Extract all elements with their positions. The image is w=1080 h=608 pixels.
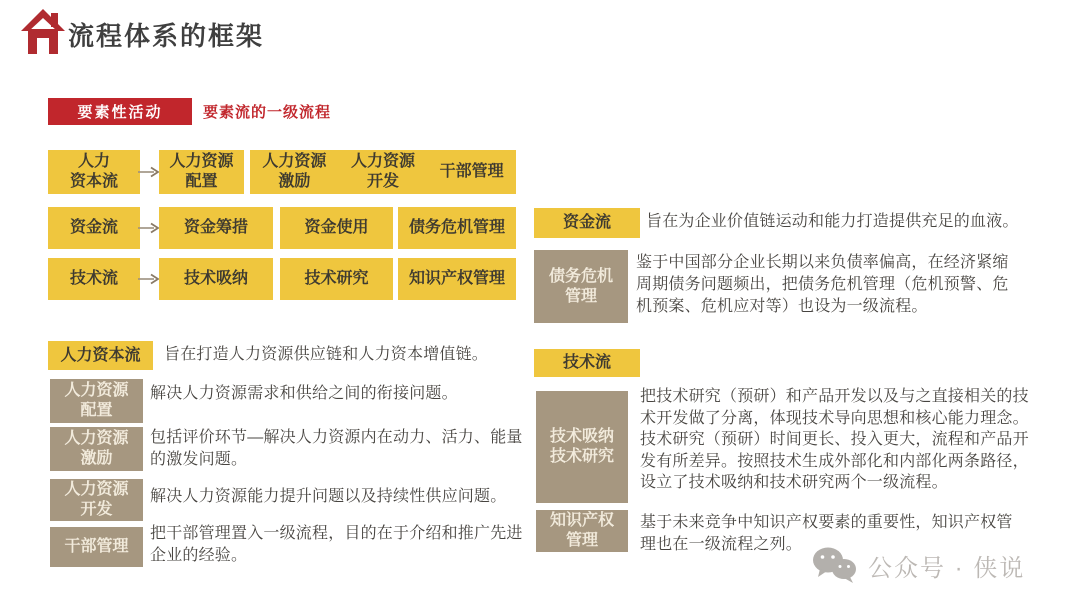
detail-label-human-capital: 人力资本流 [48, 341, 153, 370]
detail-label-hr-development: 人力资源 开发 [50, 479, 143, 521]
flow-arrow-icon [137, 258, 161, 300]
home-icon [20, 8, 66, 56]
flow-source-funding: 资金流 [48, 207, 140, 249]
flow-box-ip-management: 知识产权管理 [398, 258, 516, 300]
flow-box-hr-development: 人力资源 开发 [350, 153, 415, 190]
detail-desc-tech: 把技术研究（预研）和产品开发以及与之直接相关的技术开发做了分离，体现技术导向思想和核心能力理念。 技术研究（预研）时间更长、投入更大，流程和产品开发有所差异。按照技术生成外部化和内部化两条路径，设立了技术吸纳和技术研究两个一级流程。 [640, 388, 1029, 491]
flow-box-fund-usage: 资金使用 [280, 207, 393, 249]
page-title: 流程体系的框架 [68, 21, 265, 51]
detail-desc-human-capital: 旨在打造人力资源供应链和人力资本增值链。 [164, 346, 489, 363]
detail-label-tech-flow: 技术流 [534, 349, 640, 377]
flow-box-tech-absorption: 技术吸纳 [159, 258, 273, 300]
flow-box-cadre-management: 干部管理 [439, 163, 504, 180]
flow-box-fund-raising: 资金筹措 [159, 207, 273, 249]
flow-box-debt-crisis: 债务危机管理 [398, 207, 516, 249]
legend-flow-label: 要素流的一级流程 [203, 104, 332, 121]
detail-desc-hr-allocation: 解决人力资源需求和供给之间的衔接问题。 [150, 385, 458, 402]
flow-box-hr-incentive: 人力资源 激励 [262, 153, 327, 190]
flow-arrow-icon [137, 150, 161, 194]
detail-desc-hr-development: 解决人力资源能力提升问题以及持续性供应问题。 [150, 488, 507, 505]
detail-desc-ip-management: 基于未来竞争中知识产权要素的重要性，知识产权管理也在一级流程之列。 [640, 514, 1013, 553]
detail-desc-hr-incentive: 包括评价环节—解决人力资源内在动力、活力、能量的激发问题。 [150, 429, 523, 468]
watermark [812, 546, 1025, 584]
flow-group-hr [250, 150, 516, 194]
flow-box-hr-allocation: 人力资源 配置 [159, 150, 244, 194]
flow-source-human-capital: 人力 资本流 [48, 150, 140, 194]
detail-desc-cadre-management: 把干部管理置入一级流程，目的在于介绍和推广先进企业的经验。 [150, 525, 523, 564]
detail-label-debt-crisis: 债务危机 管理 [534, 250, 628, 323]
legend-activity-badge: 要素性活动 [48, 98, 192, 125]
detail-label-funding: 资金流 [534, 208, 640, 238]
flow-source-technology: 技术流 [48, 258, 140, 300]
wechat-icon [812, 546, 858, 584]
detail-desc-debt-crisis: 鉴于中国部分企业长期以来负债率偏高，在经济紧缩周期债务问题频出，把债务危机管理（危机预警、危机预案、危机应对等）也设为一级流程。 [636, 254, 1009, 315]
watermark-text: 公众号 · 侠说 [868, 554, 1026, 582]
detail-label-cadre-management: 干部管理 [50, 527, 143, 567]
flow-arrow-icon [137, 207, 161, 249]
detail-desc-funding: 旨在为企业价值链运动和能力打造提供充足的血液。 [646, 213, 1019, 230]
detail-label-ip-management: 知识产权 管理 [536, 510, 628, 552]
detail-label-tech-absorption-research: 技术吸纳 技术研究 [536, 391, 628, 503]
detail-label-hr-allocation: 人力资源 配置 [50, 379, 143, 423]
detail-label-hr-incentive: 人力资源 激励 [50, 427, 143, 471]
flow-box-tech-research: 技术研究 [280, 258, 393, 300]
